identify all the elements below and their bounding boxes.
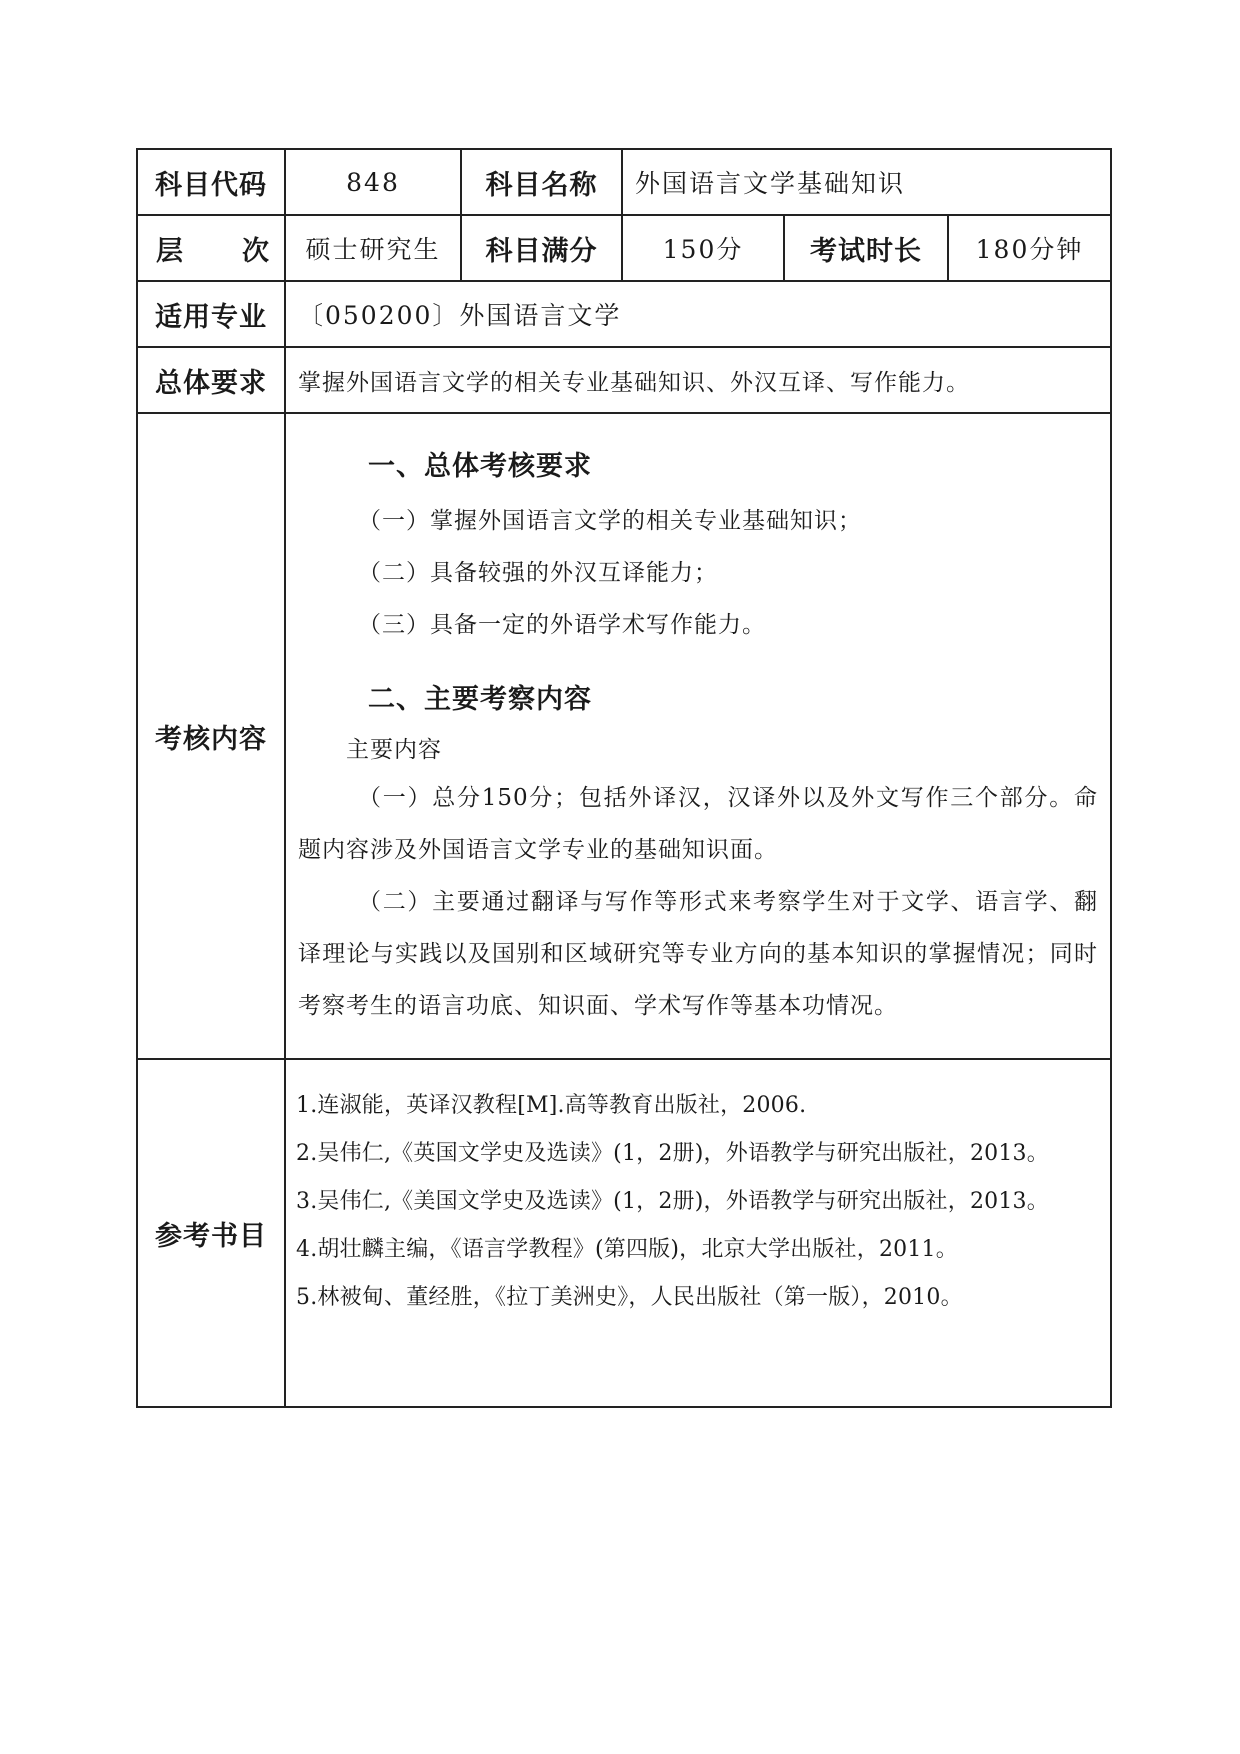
section-1-item: （三）具备一定的外语学术写作能力。	[358, 612, 766, 638]
level-label-char-2: 次	[242, 235, 270, 267]
reference-item: 3.吴伟仁,《美国文学史及选读》(1，2册)，外语教学与研究出版社，2013。	[296, 1189, 1049, 1214]
section-2-title: 二、主要考察内容	[368, 684, 592, 715]
exam-content-body	[285, 413, 1111, 1059]
subject-name-value: 外国语言文学基础知识	[622, 149, 1111, 215]
references-label: 参考书目	[137, 1059, 285, 1407]
row-level	[137, 215, 1111, 281]
section-2-paragraph: （二）主要通过翻译与写作等形式来考察学生对于文学、语言学、翻译理论与实践以及国别和区域研究等专业方向的基本知识的掌握情况；同时考察考生的语言功底、知识面、学术写作等基本功情况。	[298, 889, 1098, 1019]
row-overall-requirements	[137, 347, 1111, 413]
level-label-char-1: 层	[156, 235, 184, 267]
subject-code-label: 科目代码	[137, 149, 285, 215]
subject-code-value: 848	[285, 149, 461, 215]
row-subject-code	[137, 149, 1111, 215]
section-1-item: （二）具备较强的外汉互译能力；	[358, 560, 718, 586]
row-exam-content	[137, 413, 1111, 1059]
exam-syllabus-table	[136, 148, 1112, 1408]
full-score-label: 科目满分	[461, 215, 622, 281]
section-1-title: 一、总体考核要求	[368, 451, 592, 482]
row-references	[137, 1059, 1111, 1407]
row-major	[137, 281, 1111, 347]
exam-content-label: 考核内容	[137, 413, 285, 1059]
section-2-paragraph: （一）总分150分；包括外译汉，汉译外以及外文写作三个部分。命题内容涉及外国语言文学专业的基础知识面。	[298, 785, 1098, 863]
reference-item: 1.连淑能，英译汉教程[M].高等教育出版社，2006.	[296, 1093, 807, 1118]
reference-item: 5.林被甸、董经胜，《拉丁美洲史》，人民出版社（第一版），2010。	[296, 1285, 963, 1310]
subject-name-label: 科目名称	[461, 149, 622, 215]
exam-duration-label: 考试时长	[784, 215, 948, 281]
reference-item: 4.胡壮麟主编，《语言学教程》(第四版)，北京大学出版社，2011。	[296, 1237, 958, 1262]
overall-requirements-value: 掌握外国语言文学的相关专业基础知识、外汉互译、写作能力。	[285, 347, 1111, 413]
exam-duration-value: 180分钟	[948, 215, 1111, 281]
overall-requirements-label: 总体要求	[137, 347, 285, 413]
reference-item: 2.吴伟仁,《英国文学史及选读》(1，2册)，外语教学与研究出版社，2013。	[296, 1141, 1049, 1166]
level-label	[137, 215, 285, 281]
section-2-subtitle: 主要内容	[346, 737, 442, 763]
major-value: 〔050200〕外国语言文学	[285, 281, 1111, 347]
section-1-item: （一）掌握外国语言文学的相关专业基础知识；	[358, 508, 862, 534]
major-label: 适用专业	[137, 281, 285, 347]
references-list	[285, 1059, 1111, 1407]
full-score-value: 150分	[622, 215, 784, 281]
level-value: 硕士研究生	[285, 215, 461, 281]
